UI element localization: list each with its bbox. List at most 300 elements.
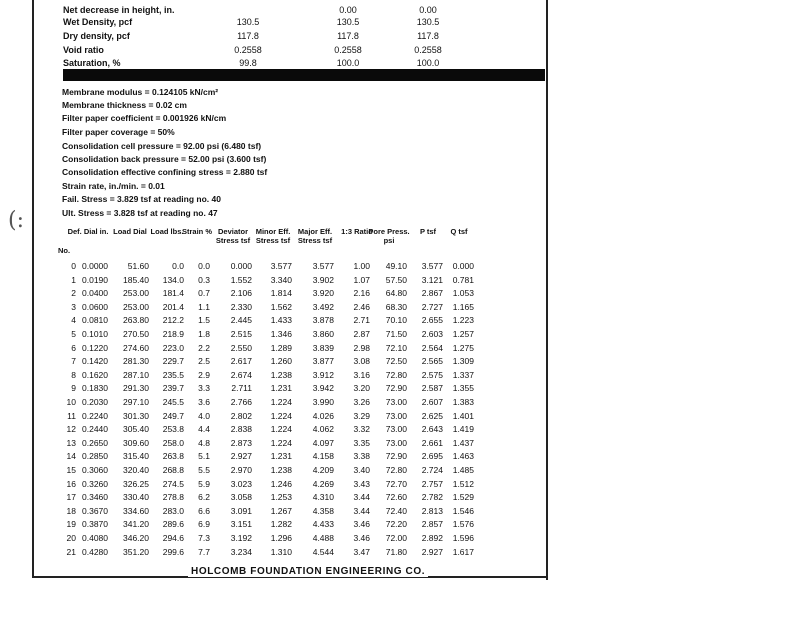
table-cell: 4.8 bbox=[198, 437, 210, 448]
summary-value: 100.0 bbox=[336, 58, 360, 68]
summary-value: 117.8 bbox=[417, 31, 439, 41]
table-cell: 1.433 bbox=[270, 315, 292, 326]
table-cell: 3.43 bbox=[353, 478, 370, 489]
summary-value: 117.8 bbox=[337, 31, 359, 41]
table-cell: 2.71 bbox=[353, 315, 370, 326]
summary-label: Saturation, % bbox=[63, 58, 121, 68]
table-cell: 2.643 bbox=[421, 424, 443, 435]
table-header: Pore Press. psi bbox=[368, 227, 410, 245]
summary-value: 99.8 bbox=[239, 58, 257, 68]
table-cell: 1 bbox=[71, 274, 76, 285]
table-cell: 4.4 bbox=[198, 424, 210, 435]
table-cell: 3.234 bbox=[230, 546, 252, 557]
right-border bbox=[546, 0, 548, 580]
summary-value: 0.00 bbox=[419, 5, 437, 15]
table-cell: 1.165 bbox=[452, 301, 474, 312]
table-cell: 5.5 bbox=[198, 465, 210, 475]
table-cell: 0.0000 bbox=[82, 261, 108, 271]
table-header: Q tsf bbox=[450, 227, 468, 236]
table-cell: 274.60 bbox=[123, 342, 149, 353]
table-cell: 253.8 bbox=[162, 424, 184, 435]
table-cell: 8 bbox=[71, 369, 76, 380]
table-cell: 2.575 bbox=[421, 369, 443, 380]
table-cell: 0.1830 bbox=[82, 383, 108, 394]
table-cell: 320.40 bbox=[123, 465, 149, 475]
table-cell: 245.5 bbox=[162, 397, 184, 407]
table-cell: 6.9 bbox=[198, 519, 210, 530]
table-cell: 0.3 bbox=[198, 274, 210, 285]
table-cell: 3.151 bbox=[230, 519, 252, 530]
table-cell: 249.7 bbox=[162, 410, 184, 421]
table-cell: 12 bbox=[66, 424, 76, 435]
table-cell: 2.757 bbox=[421, 478, 443, 489]
table-header: P tsf bbox=[419, 227, 437, 236]
table-cell: 5 bbox=[71, 329, 76, 339]
table-cell: 1.401 bbox=[452, 410, 474, 421]
table-header: 1:3 Ratio bbox=[341, 227, 373, 236]
parameter-line: Filter paper coefficient = 0.001926 kN/cm bbox=[62, 113, 227, 123]
parameter-line: Membrane thickness = 0.02 cm bbox=[62, 100, 187, 110]
parameter-line: Ult. Stress = 3.828 tsf at reading no. 47 bbox=[62, 208, 218, 218]
table-cell: 281.30 bbox=[123, 356, 149, 367]
summary-value: 0.2558 bbox=[414, 45, 442, 55]
table-cell: 4.209 bbox=[312, 465, 334, 475]
table-cell: 258.0 bbox=[162, 437, 184, 448]
summary-label: Wet Density, pcf bbox=[63, 17, 133, 27]
table-cell: 0.4080 bbox=[82, 533, 108, 543]
table-cell: 2.587 bbox=[421, 383, 443, 394]
table-cell: 70.10 bbox=[385, 315, 407, 326]
table-cell: 3.058 bbox=[230, 492, 252, 503]
table-cell: 3.912 bbox=[312, 369, 334, 380]
table-cell: 9 bbox=[71, 383, 76, 394]
table-cell: 2.106 bbox=[230, 288, 252, 299]
table-cell: 2.661 bbox=[421, 437, 443, 448]
table-cell: 72.80 bbox=[385, 465, 407, 475]
table-cell: 16 bbox=[66, 478, 76, 489]
table-cell: 201.4 bbox=[162, 301, 184, 312]
table-cell: 3.46 bbox=[353, 519, 370, 530]
table-cell: 0.0190 bbox=[82, 274, 108, 285]
table-cell: 1.267 bbox=[270, 505, 292, 516]
table-cell: 239.7 bbox=[162, 383, 184, 394]
table-cell: 346.20 bbox=[123, 533, 149, 543]
table-cell: 229.7 bbox=[162, 356, 184, 367]
table-cell: 3.920 bbox=[312, 288, 334, 299]
table-cell: 1.238 bbox=[270, 465, 292, 475]
table-cell: 4.062 bbox=[312, 424, 334, 435]
table-cell: 14 bbox=[66, 451, 76, 462]
summary-value: 0.2558 bbox=[334, 45, 362, 55]
table-cell: 4.433 bbox=[312, 519, 334, 530]
table-cell: 2.873 bbox=[230, 437, 252, 448]
table-cell: 4.488 bbox=[312, 533, 334, 543]
table-cell: 1.238 bbox=[270, 369, 292, 380]
table-cell: 68.30 bbox=[385, 301, 407, 312]
summary-value: 100.0 bbox=[416, 58, 440, 68]
table-cell: 274.5 bbox=[162, 478, 184, 489]
table-cell: 1.231 bbox=[270, 451, 292, 462]
table-cell: 1.617 bbox=[452, 546, 474, 557]
table-cell: 0.7 bbox=[198, 288, 210, 299]
table-cell: 3.340 bbox=[270, 274, 292, 285]
table-cell: 341.20 bbox=[123, 519, 149, 530]
table-cell: 1.257 bbox=[452, 329, 474, 339]
table-cell: 5.1 bbox=[198, 451, 210, 462]
table-cell: 1.512 bbox=[452, 478, 474, 489]
parameter-line: Consolidation effective confining stress = 2.880 tsf bbox=[62, 167, 268, 177]
summary-value: 130.5 bbox=[336, 17, 360, 27]
table-cell: 2.46 bbox=[353, 301, 370, 312]
summary-label: Net decrease in height, in. bbox=[63, 5, 175, 15]
table-cell: 73.00 bbox=[385, 424, 407, 435]
table-cell: 6.2 bbox=[198, 492, 210, 503]
table-cell: 72.70 bbox=[385, 478, 407, 489]
table-cell: 2.711 bbox=[231, 383, 252, 394]
table-cell: 3.29 bbox=[353, 410, 370, 421]
table-cell: 49.10 bbox=[385, 261, 407, 271]
table-cell: 3.44 bbox=[353, 505, 370, 516]
table-cell: 72.80 bbox=[385, 369, 407, 380]
table-cell: 2.2 bbox=[198, 342, 210, 353]
table-cell: 2.625 bbox=[421, 410, 443, 421]
table-cell: 1.419 bbox=[452, 424, 474, 435]
table-cell: 283.0 bbox=[162, 505, 184, 516]
table-header: Strain % bbox=[181, 227, 212, 236]
table-cell: 235.5 bbox=[162, 369, 184, 380]
table-header: Deviator Stress tsf bbox=[215, 227, 251, 245]
table-cell: 2.330 bbox=[230, 301, 252, 312]
table-cell: 7.3 bbox=[198, 533, 210, 543]
table-cell: 4.358 bbox=[312, 505, 334, 516]
table-cell: 13 bbox=[66, 437, 76, 448]
summary-label: Void ratio bbox=[63, 45, 104, 55]
table-cell: 1.224 bbox=[270, 437, 292, 448]
table-cell: 287.10 bbox=[123, 369, 149, 380]
table-cell: 4 bbox=[71, 315, 76, 326]
table-cell: 7.7 bbox=[198, 546, 210, 557]
table-cell: 2.970 bbox=[230, 465, 252, 475]
table-cell: 0.3060 bbox=[82, 465, 108, 475]
table-cell: 2.5 bbox=[198, 356, 210, 367]
table-cell: 3.860 bbox=[312, 329, 334, 339]
table-cell: 0.0600 bbox=[82, 301, 108, 312]
table-cell: 3.20 bbox=[353, 383, 370, 394]
table-cell: 1.546 bbox=[452, 505, 474, 516]
table-cell: 334.60 bbox=[123, 505, 149, 516]
table-cell: 4.544 bbox=[312, 546, 334, 557]
table-cell: 2.674 bbox=[230, 369, 252, 380]
table-cell: 5.9 bbox=[198, 478, 210, 489]
table-cell: 71.80 bbox=[385, 546, 407, 557]
table-cell: 3.40 bbox=[353, 465, 370, 475]
table-cell: 3.878 bbox=[312, 315, 334, 326]
table-cell: 19 bbox=[66, 519, 76, 530]
table-cell: 20 bbox=[66, 533, 76, 543]
table-cell: 3.08 bbox=[353, 356, 370, 367]
table-cell: 1.383 bbox=[452, 397, 474, 407]
table-cell: 1.814 bbox=[270, 288, 292, 299]
table-cell: 4.026 bbox=[312, 410, 334, 421]
table-cell: 1.310 bbox=[270, 546, 292, 557]
table-cell: 2.16 bbox=[353, 288, 370, 299]
table-cell: 2.857 bbox=[421, 519, 443, 530]
table-cell: 1.562 bbox=[270, 301, 292, 312]
table-cell: 4.097 bbox=[312, 437, 334, 448]
table-cell: 1.337 bbox=[452, 369, 474, 380]
table-cell: 17 bbox=[66, 492, 76, 503]
table-cell: 6.6 bbox=[198, 505, 210, 516]
table-header: Minor Eff. Stress tsf bbox=[255, 227, 291, 245]
table-cell: 0.1420 bbox=[82, 356, 108, 367]
table-cell: 1.253 bbox=[270, 492, 292, 503]
table-cell: 2.655 bbox=[421, 315, 443, 326]
table-cell: 1.309 bbox=[452, 356, 474, 367]
table-cell: 0.2650 bbox=[82, 437, 108, 448]
table-header: Def. Dial in. bbox=[67, 227, 109, 236]
table-cell: 181.4 bbox=[162, 288, 184, 299]
table-cell: 2.565 bbox=[421, 356, 443, 367]
table-cell: 3.192 bbox=[230, 533, 252, 543]
table-cell: 309.60 bbox=[123, 437, 149, 448]
table-cell: 1.485 bbox=[452, 465, 474, 475]
table-cell: 64.80 bbox=[385, 288, 407, 299]
table-cell: 2 bbox=[71, 288, 76, 299]
summary-value: 130.5 bbox=[416, 17, 440, 27]
table-cell: 2.813 bbox=[421, 505, 443, 516]
table-cell: 278.8 bbox=[162, 492, 184, 503]
table-cell: 0.0400 bbox=[82, 288, 108, 299]
parameter-line: Membrane modulus = 0.124105 kN/cm² bbox=[62, 87, 219, 97]
table-cell: 10 bbox=[66, 397, 76, 407]
table-cell: 0.000 bbox=[452, 261, 474, 271]
table-cell: 18 bbox=[66, 505, 76, 516]
table-cell: 0.000 bbox=[230, 261, 252, 271]
table-cell: 297.10 bbox=[123, 397, 149, 407]
table-cell: 1.224 bbox=[270, 424, 292, 435]
table-cell: 3.902 bbox=[312, 274, 334, 285]
left-border bbox=[32, 0, 34, 578]
table-cell: 212.2 bbox=[162, 315, 184, 326]
margin-mark: (: bbox=[8, 208, 24, 233]
table-cell: 0.2030 bbox=[82, 397, 108, 407]
table-cell: 3.577 bbox=[312, 261, 334, 271]
table-cell: 3.877 bbox=[312, 356, 334, 367]
section-divider-bar bbox=[63, 69, 545, 81]
table-cell: 268.8 bbox=[162, 465, 184, 475]
parameter-line: Strain rate, in./min. = 0.01 bbox=[62, 181, 165, 191]
table-cell: 2.867 bbox=[421, 288, 443, 299]
table-cell: 57.50 bbox=[385, 274, 407, 285]
table-cell: 305.40 bbox=[123, 424, 149, 435]
table-cell: 330.40 bbox=[123, 492, 149, 503]
table-cell: 0.3670 bbox=[82, 505, 108, 516]
table-cell: 1.224 bbox=[270, 410, 292, 421]
table-cell: 1.260 bbox=[270, 356, 292, 367]
table-cell: 3.16 bbox=[353, 369, 370, 380]
table-cell: 1.576 bbox=[452, 519, 474, 530]
table-cell: 218.9 bbox=[162, 329, 184, 339]
parameter-line: Consolidation back pressure = 52.00 psi (3.600 tsf) bbox=[62, 154, 267, 164]
table-cell: 253.00 bbox=[123, 288, 149, 299]
table-cell: 3.47 bbox=[353, 546, 370, 557]
table-cell: 3.26 bbox=[353, 397, 370, 407]
table-cell: 289.6 bbox=[162, 519, 184, 530]
table-cell: 72.20 bbox=[385, 519, 407, 530]
parameter-line: Filter paper coverage = 50% bbox=[62, 127, 175, 137]
table-cell: 3.577 bbox=[421, 261, 443, 271]
table-cell: 253.00 bbox=[123, 301, 149, 312]
table-cell: 2.927 bbox=[230, 451, 252, 462]
table-cell: 1.552 bbox=[230, 274, 252, 285]
table-cell: 2.87 bbox=[353, 329, 370, 339]
table-cell: 6 bbox=[71, 342, 76, 353]
table-cell: 3.990 bbox=[312, 397, 334, 407]
table-cell: 1.355 bbox=[452, 383, 474, 394]
summary-label: Dry density, pcf bbox=[63, 31, 130, 41]
table-cell: 3.6 bbox=[198, 397, 210, 407]
table-cell: 3.492 bbox=[312, 301, 334, 312]
table-cell: 3.023 bbox=[230, 478, 252, 489]
table-cell: 72.60 bbox=[385, 492, 407, 503]
table-cell: 51.60 bbox=[127, 261, 149, 271]
summary-value: 0.00 bbox=[339, 5, 357, 15]
table-cell: 0.2850 bbox=[82, 451, 108, 462]
table-cell: 72.40 bbox=[385, 505, 407, 516]
table-cell: 3.942 bbox=[312, 383, 334, 394]
table-cell: 2.445 bbox=[230, 315, 252, 326]
table-cell: 1.1 bbox=[198, 301, 210, 312]
table-cell: 72.90 bbox=[385, 451, 407, 462]
table-cell: 73.00 bbox=[385, 397, 407, 407]
table-header: Load lbs. bbox=[150, 227, 184, 236]
table-cell: 4.158 bbox=[312, 451, 334, 462]
table-cell: 2.564 bbox=[421, 342, 443, 353]
table-cell: 3.38 bbox=[353, 451, 370, 462]
table-cell: 1.282 bbox=[270, 519, 292, 530]
table-header: Load Dial bbox=[113, 227, 147, 236]
table-cell: 1.231 bbox=[270, 383, 292, 394]
table-cell: 3.121 bbox=[421, 274, 443, 285]
table-cell: 263.80 bbox=[123, 315, 149, 326]
table-cell: 3.35 bbox=[353, 437, 370, 448]
table-cell: 15 bbox=[66, 465, 76, 475]
table-cell: 326.25 bbox=[123, 478, 149, 489]
table-cell: 0.2440 bbox=[82, 424, 108, 435]
table-cell: 291.30 bbox=[123, 383, 149, 394]
table-cell: 72.00 bbox=[385, 533, 407, 543]
table-cell: 351.20 bbox=[123, 546, 149, 557]
table-cell: 2.550 bbox=[230, 342, 252, 353]
table-cell: 185.40 bbox=[123, 274, 149, 285]
table-cell: 4.0 bbox=[198, 410, 210, 421]
summary-value: 0.2558 bbox=[234, 45, 262, 55]
company-footer: HOLCOMB FOUNDATION ENGINEERING CO. bbox=[188, 566, 428, 577]
table-cell: 0.0 bbox=[198, 261, 210, 271]
table-cell: 299.6 bbox=[162, 546, 184, 557]
summary-value: 130.5 bbox=[236, 17, 260, 27]
table-cell: 223.0 bbox=[162, 342, 184, 353]
table-cell: 3.091 bbox=[230, 505, 252, 516]
parameter-line: Consolidation cell pressure = 92.00 psi (6.480 tsf) bbox=[62, 141, 262, 151]
table-cell: 1.246 bbox=[270, 478, 292, 489]
table-cell: 0.3460 bbox=[82, 492, 108, 503]
table-cell: 73.00 bbox=[385, 437, 407, 448]
table-cell: 3.3 bbox=[198, 383, 210, 394]
table-cell: 3.44 bbox=[353, 492, 370, 503]
table-cell: 301.30 bbox=[123, 410, 149, 421]
table-cell: 2.695 bbox=[421, 451, 443, 462]
table-cell: 1.275 bbox=[452, 342, 474, 353]
table-cell: 7 bbox=[71, 356, 76, 367]
table-cell: 72.10 bbox=[385, 342, 407, 353]
table-cell: 2.9 bbox=[198, 369, 210, 380]
table-cell: 0.2240 bbox=[82, 410, 108, 421]
table-cell: 0.3870 bbox=[82, 519, 108, 530]
table-cell: 1.07 bbox=[353, 274, 370, 285]
table-cell: 3.46 bbox=[353, 533, 370, 543]
table-cell: 134.0 bbox=[162, 274, 184, 285]
table-cell: 2.727 bbox=[421, 301, 443, 312]
table-cell: 2.617 bbox=[230, 356, 252, 367]
table-cell: 0.781 bbox=[452, 274, 474, 285]
table-cell: 1.053 bbox=[452, 288, 474, 299]
parameter-line: Fail. Stress = 3.829 tsf at reading no. 40 bbox=[62, 194, 221, 204]
table-cell: 3.839 bbox=[312, 342, 334, 353]
table-cell: 1.00 bbox=[353, 261, 370, 271]
table-cell: 0.0 bbox=[172, 261, 184, 271]
table-cell: 0.1220 bbox=[82, 342, 108, 353]
table-cell: 1.223 bbox=[452, 315, 474, 326]
table-cell: 2.603 bbox=[421, 329, 443, 339]
table-cell: 0.1620 bbox=[82, 369, 108, 380]
table-cell: 270.50 bbox=[123, 329, 149, 339]
table-header: No. bbox=[57, 246, 71, 255]
table-cell: 2.98 bbox=[353, 342, 370, 353]
table-cell: 21 bbox=[66, 546, 76, 557]
table-cell: 2.802 bbox=[230, 410, 252, 421]
table-cell: 3 bbox=[71, 301, 76, 312]
table-header: Major Eff. Stress tsf bbox=[297, 227, 333, 245]
table-cell: 2.838 bbox=[230, 424, 252, 435]
table-cell: 2.766 bbox=[230, 397, 252, 407]
summary-value: 117.8 bbox=[237, 31, 259, 41]
table-cell: 2.927 bbox=[421, 546, 443, 557]
table-cell: 2.515 bbox=[230, 329, 252, 339]
table-cell: 294.6 bbox=[162, 533, 184, 543]
table-cell: 1.296 bbox=[270, 533, 292, 543]
table-cell: 71.50 bbox=[385, 329, 407, 339]
table-cell: 263.8 bbox=[162, 451, 184, 462]
table-cell: 1.596 bbox=[452, 533, 474, 543]
table-cell: 0.0810 bbox=[82, 315, 108, 326]
table-cell: 1.224 bbox=[270, 397, 292, 407]
table-cell: 1.346 bbox=[270, 329, 292, 339]
table-cell: 1.5 bbox=[198, 315, 210, 326]
table-cell: 72.90 bbox=[385, 383, 407, 394]
table-cell: 1.8 bbox=[198, 329, 210, 339]
table-cell: 315.40 bbox=[123, 451, 149, 462]
table-cell: 0.1010 bbox=[82, 329, 108, 339]
table-cell: 3.32 bbox=[353, 424, 370, 435]
table-cell: 1.289 bbox=[270, 342, 292, 353]
table-cell: 4.310 bbox=[312, 492, 334, 503]
table-cell: 73.00 bbox=[385, 410, 407, 421]
table-cell: 0.3260 bbox=[82, 478, 108, 489]
table-cell: 4.269 bbox=[312, 478, 334, 489]
table-cell: 3.577 bbox=[270, 261, 292, 271]
table-cell: 2.782 bbox=[421, 492, 443, 503]
